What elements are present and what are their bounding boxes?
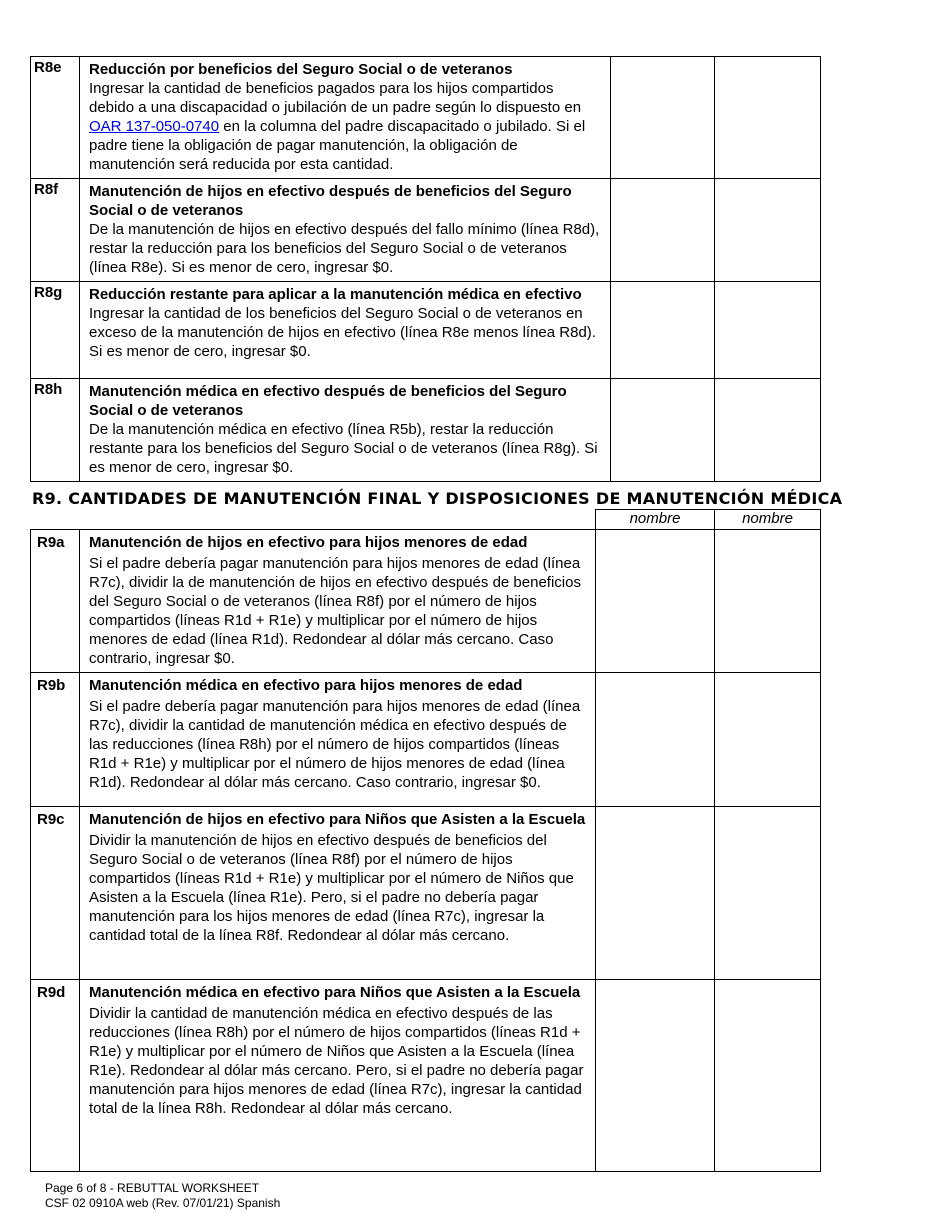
row-title: Manutención de hijos en efectivo para hijos menores de edad (89, 534, 528, 551)
amount-field-parent-1[interactable] (611, 282, 715, 379)
row-code: R8h (31, 379, 80, 482)
row-title: Manutención médica en efectivo después de beneficios del Seguro Social o de veteranos (89, 383, 567, 419)
row-body: De la manutención de hijos en efectivo después del fallo mínimo (línea R8d), restar la reducción para los beneficios del Seguro Social o de veteranos (línea R8e). Si es menor de cero, ingresar $0. (89, 221, 600, 276)
table-row (31, 807, 821, 980)
row-title: Manutención de hijos en efectivo después de beneficios del Seguro Social o de veteranos (89, 183, 572, 219)
amount-field-parent-2[interactable] (715, 282, 821, 379)
row-title: Manutención de hijos en efectivo para Niños que Asisten a la Escuela (89, 811, 586, 828)
amount-field-parent-2[interactable] (715, 379, 821, 482)
table-row (31, 673, 821, 807)
amount-field-parent-2[interactable] (715, 980, 821, 1172)
row-code: R9c (31, 807, 80, 980)
section-heading: R9. CANTIDADES DE MANUTENCIÓN FINAL Y DISPOSICIONES DE MANUTENCIÓN MÉDICA (32, 489, 843, 508)
worksheet-table-r8 (30, 56, 821, 482)
table-row (31, 282, 821, 379)
column-header-parent-1: nombre (596, 510, 715, 530)
table-row (31, 530, 821, 673)
footer-page-info: Page 6 of 8 - REBUTTAL WORKSHEET (45, 1181, 260, 1195)
amount-field-parent-2[interactable] (715, 673, 821, 807)
row-code: R9b (31, 673, 80, 807)
row-body: Dividir la manutención de hijos en efectivo después de beneficios del Seguro Social o de veteranos (línea R8f) por el número de hijos compartidos (líneas R1d + R1e) y multiplicar por el número de Niños que Asisten a la Escuela (línea R1e). Pero, si el padre no debería pagar manutención para los hijos menores de edad (línea R7c), ingresar la cantidad total de la línea R8f. Redondear al dólar más cercano. (89, 832, 574, 944)
row-body: Ingresar la cantidad de beneficios pagados para los hijos compartidos debido a una discapacidad o jubilación de un padre según lo dispuesto en OAR 137-050-0740 en la columna del padre discapacitado o jubilado. Si el padre tiene la obligación de pagar manutención, la obligación de manutención será reducida por esta cantidad. (89, 80, 586, 173)
column-header-parent-2: nombre (715, 510, 821, 530)
row-title: Manutención médica en efectivo para hijos menores de edad (89, 677, 523, 694)
table-row (31, 980, 821, 1172)
row-code: R8f (31, 179, 80, 282)
row-body: Ingresar la cantidad de los beneficios del Seguro Social o de veteranos en exceso de la manutención de hijos en efectivo (línea R8e menos línea R8d). Si es menor de cero, ingresar $0. (89, 305, 596, 360)
footer-form-id: CSF 02 0910A web (Rev. 07/01/21) Spanish (45, 1196, 281, 1210)
table-row (31, 179, 821, 282)
amount-field-parent-1[interactable] (596, 673, 715, 807)
column-header-row (31, 510, 821, 530)
row-code: R9d (31, 980, 80, 1172)
amount-field-parent-2[interactable] (715, 530, 821, 673)
row-code: R8e (31, 57, 80, 179)
oar-link[interactable]: OAR 137-050-0740 (89, 118, 220, 135)
row-body: Si el padre debería pagar manutención para hijos menores de edad (línea R7c), dividir la de manutención de hijos en efectivo después de beneficios del Seguro Social o de veteranos (línea R8f) por el número de hijos compartidos (líneas R1d + R1e) y multiplicar por el número de hijos menores de edad (línea R1d). Redondear al dólar más cercano. Caso contrario, ingresar $0. (89, 555, 581, 667)
row-body: Dividir la cantidad de manutención médica en efectivo después de las reducciones (línea R8h) por el número de hijos compartidos (líneas R1d + R1e) y multiplicar por el número de Niños que Asisten a la Escuela (línea R1e). Redondear al dólar más cercano. Pero, si el padre no debería pagar manutención para hijos menores de edad (línea R7c), ingresar la cantidad total de la línea R8h. Redondear al dólar más cercano. (89, 1005, 584, 1117)
row-body: De la manutención médica en efectivo (línea R5b), restar la reducción restante para los beneficios del Seguro Social o de veteranos (línea R8g). Si es menor de cero, ingresar $0. (89, 421, 598, 476)
amount-field-parent-2[interactable] (715, 179, 821, 282)
table-row (31, 379, 821, 482)
amount-field-parent-1[interactable] (611, 379, 715, 482)
amount-field-parent-2[interactable] (715, 57, 821, 179)
amount-field-parent-1[interactable] (596, 530, 715, 673)
row-body: Si el padre debería pagar manutención para hijos menores de edad (línea R7c), dividir la cantidad de manutención médica en efectivo después de las reducciones (línea R8h) por el número de hijos compartidos (líneas R1d + R1e) y multiplicar por el número de hijos menores de edad (línea R1d). Redondear al dólar más cercano. Caso contrario, ingresar $0. (89, 698, 581, 791)
table-row (31, 57, 821, 179)
row-title: Manutención médica en efectivo para Niños que Asisten a la Escuela (89, 984, 581, 1001)
amount-field-parent-1[interactable] (611, 57, 715, 179)
amount-field-parent-1[interactable] (611, 179, 715, 282)
row-code: R9a (31, 530, 80, 673)
page-footer (45, 1181, 280, 1211)
row-title: Reducción por beneficios del Seguro Social o de veteranos (89, 61, 513, 78)
worksheet-table-r9 (30, 509, 821, 1172)
amount-field-parent-2[interactable] (715, 807, 821, 980)
row-title: Reducción restante para aplicar a la manutención médica en efectivo (89, 286, 582, 303)
amount-field-parent-1[interactable] (596, 807, 715, 980)
amount-field-parent-1[interactable] (596, 980, 715, 1172)
row-code: R8g (31, 282, 80, 379)
